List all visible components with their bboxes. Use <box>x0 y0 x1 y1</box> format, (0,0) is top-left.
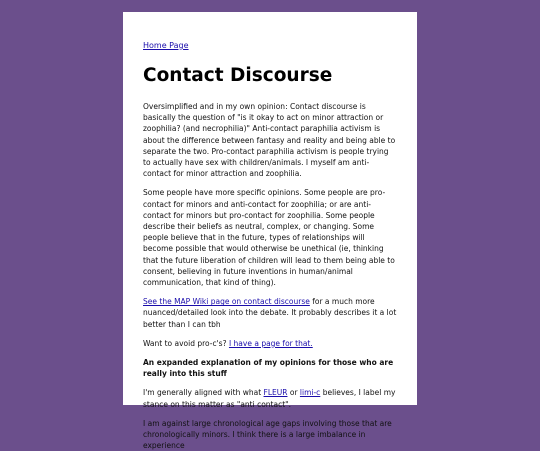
expanded-explanation-heading: An expanded explanation of my opinions for those who are really into this stuff <box>143 358 394 379</box>
map-wiki-paragraph <box>143 296 397 330</box>
age-gap-paragraph: I am against large chronological age gaps involving those that are chronologically minors. I think there is a large imbalance in experience <box>143 418 392 451</box>
alignment-text-c: believes, I label my stance on this matter as "anti contact". <box>143 388 396 409</box>
opinions-paragraph: Some people have more specific opinions. Some people are pro-contact for minors and anti-contact for zoophilia; or are anti-contact for minors but pro-contact for zoophilia. Some people describe their beliefs as neutral, complex, or changing. Some people believe that in the future, types of relationships will become possible that would otherwise be unethical (ie, thinking that the future liberation of children will lead to them being able to consent, believing in future inventions in human/animal communication, that kind of thing). <box>143 188 395 288</box>
map-wiki-paragraph-text: for a much more nuanced/detailed look into the debate. It probably describes it a lot better than I can tbh <box>143 297 397 329</box>
home-page-link[interactable]: Home Page <box>143 41 189 50</box>
fleur-link[interactable]: FLEUR <box>263 388 288 398</box>
content-page <box>123 12 417 451</box>
avoid-proc-page-link[interactable]: I have a page for that. <box>228 338 313 348</box>
limi-c-link[interactable]: limi-c <box>299 388 321 398</box>
map-wiki-link[interactable]: See the MAP Wiki page on contact discourse <box>143 297 310 307</box>
avoid-proc-paragraph <box>143 338 397 349</box>
avoid-proc-text: Want to avoid pro-c's? <box>143 338 229 348</box>
page-title: Contact Discourse <box>143 65 333 86</box>
alignment-text-a: I'm generally aligned with what <box>143 388 264 398</box>
intro-paragraph: Oversimplified and in my own opinion: Contact discourse is basically the question of "is it okay to act on minor attraction or zoophilia? (and necrophilia)" Anti-contact paraphilia activism is about the difference between fantasy and reality and being able to separate the two. Pro-contact paraphilia activism is people trying to actually have sex with children/animals. I myself am anti-contact for minor attraction and zoophilia. <box>143 102 396 179</box>
alignment-text-b: or <box>287 388 300 398</box>
alignment-paragraph <box>143 387 397 409</box>
